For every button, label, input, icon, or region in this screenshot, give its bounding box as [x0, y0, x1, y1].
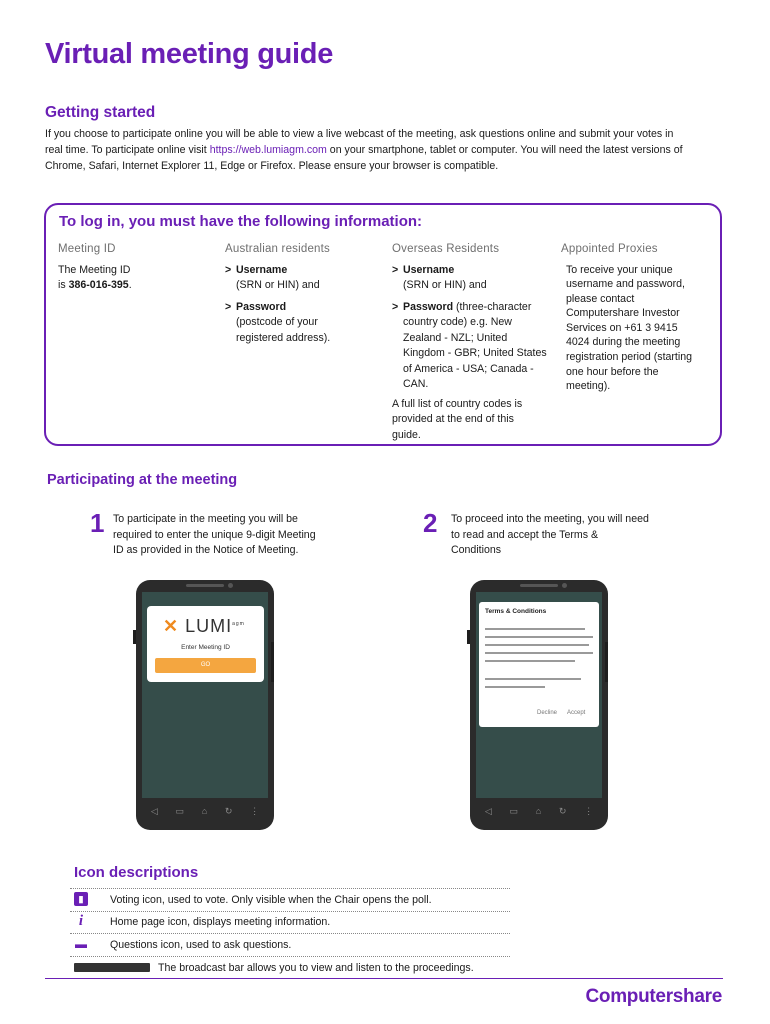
- questions-icon: ▬: [75, 937, 87, 951]
- overseas-username: > Username (SRN or HIN) and: [392, 263, 487, 291]
- more-icon: ⋮: [584, 805, 594, 816]
- home-icon: ⌂: [201, 806, 208, 816]
- lumi-link[interactable]: https://web.lumiagm.com: [209, 144, 327, 156]
- phone-2-navbar: [476, 800, 602, 822]
- page-title: Virtual meeting guide: [45, 38, 334, 70]
- home-icon: ⌂: [535, 806, 542, 816]
- meeting-id-value: 386-016-395: [68, 279, 129, 291]
- broadcast-bar-icon: [74, 963, 150, 972]
- lumi-logo: ✕ $LUMI^{agm}$: [163, 616, 245, 636]
- country-codes-note: A full list of country codes is provided at the end of this guide.: [392, 397, 523, 441]
- step-1-text: To participate in the meeting you will be required to enter the unique 9-digit Meeting ID as provided in the Notice of Meeting.: [113, 513, 316, 556]
- login-heading: To log in, you must have the following information:: [59, 213, 423, 230]
- australian-header: Australian residents: [225, 243, 330, 255]
- australian-column: [225, 242, 375, 346]
- voting-icon: ▮: [74, 892, 88, 906]
- footer-divider: [45, 978, 723, 979]
- proxies-header: Appointed Proxies: [561, 243, 658, 255]
- overseas-password: > Password (three-character country code) e.g. New Zealand - NZL; United Kingdom - GBR; United States of America - USA; Canada - CAN.: [392, 300, 547, 390]
- terms-card: [479, 602, 599, 727]
- back-icon: ◁: [484, 805, 492, 816]
- lumi-login-card: [147, 606, 264, 682]
- phone-meeting-id-screenshot: [136, 580, 274, 830]
- australian-username: > Username (SRN or HIN) and: [225, 263, 320, 291]
- computershare-logo: Computershare: [585, 986, 722, 1007]
- refresh-icon: ↻: [558, 805, 567, 816]
- back-icon: ◁: [150, 805, 158, 816]
- decline-button[interactable]: Decline: [537, 710, 558, 716]
- participating-heading: Participating at the meeting: [47, 472, 238, 488]
- window-icon: ▭: [175, 805, 184, 816]
- meeting-id-column: [58, 242, 208, 294]
- meeting-id-header: Meeting ID: [58, 243, 116, 255]
- proxies-text: To receive your unique username and password, please contact Computershare Investor Services on +61 3 9415 4024 during the meeting registration period (starting one hour before the meeting).: [566, 263, 693, 393]
- terms-title: Terms & Conditions: [485, 608, 547, 615]
- overseas-header: Overseas Residents: [392, 243, 500, 255]
- step-2-text: To proceed into the meeting, you will need to read and accept the Terms & Conditions: [451, 513, 649, 556]
- login-info-box: [44, 203, 722, 446]
- phone-1-navbar: [142, 800, 268, 822]
- getting-started-paragraph: If you choose to participate online you will be able to view a live webcast of the meeting, ask questions online and submit your votes in real time. To participate online visit https://web.lumiagm.com on your smartphone, tablet or computer. You will need the latest versions of Chrome, Safari, Internet Explorer 11, Edge or Firefox. Please ensure your browser is compatible.: [45, 128, 683, 172]
- step-1-number: 1: [90, 508, 105, 538]
- icon-row-questions: ▬ Questions icon, used to ask questions.: [70, 934, 510, 957]
- more-icon: ⋮: [250, 805, 260, 816]
- go-button[interactable]: GO: [155, 658, 256, 673]
- step-2-number: 2: [423, 508, 438, 538]
- window-icon: ▭: [509, 805, 518, 816]
- phone-2-screen: [476, 592, 602, 798]
- phone-terms-screenshot: [470, 580, 608, 830]
- enter-meeting-id-label: Enter Meeting ID: [181, 644, 230, 651]
- accept-button[interactable]: Accept: [567, 710, 586, 716]
- proxies-column: [561, 242, 701, 394]
- phone-1-screen: [142, 592, 268, 798]
- meeting-id-text: The Meeting ID is 386-016-395.: [58, 263, 132, 291]
- home-info-icon: i: [78, 913, 84, 929]
- overseas-column: [392, 242, 552, 443]
- australian-password: > Password (postcode of your registered address).: [225, 300, 331, 344]
- refresh-icon: ↻: [224, 805, 233, 816]
- getting-started-heading: Getting started: [45, 104, 156, 121]
- icon-descriptions-heading: Icon descriptions: [74, 864, 199, 881]
- icon-row-voting: ▮ Voting icon, used to vote. Only visible when the Chair opens the poll.: [70, 888, 510, 912]
- icon-row-home: i Home page icon, displays meeting information.: [70, 911, 510, 934]
- icon-row-broadcast: The broadcast bar allows you to view and listen to the proceedings.: [70, 957, 510, 979]
